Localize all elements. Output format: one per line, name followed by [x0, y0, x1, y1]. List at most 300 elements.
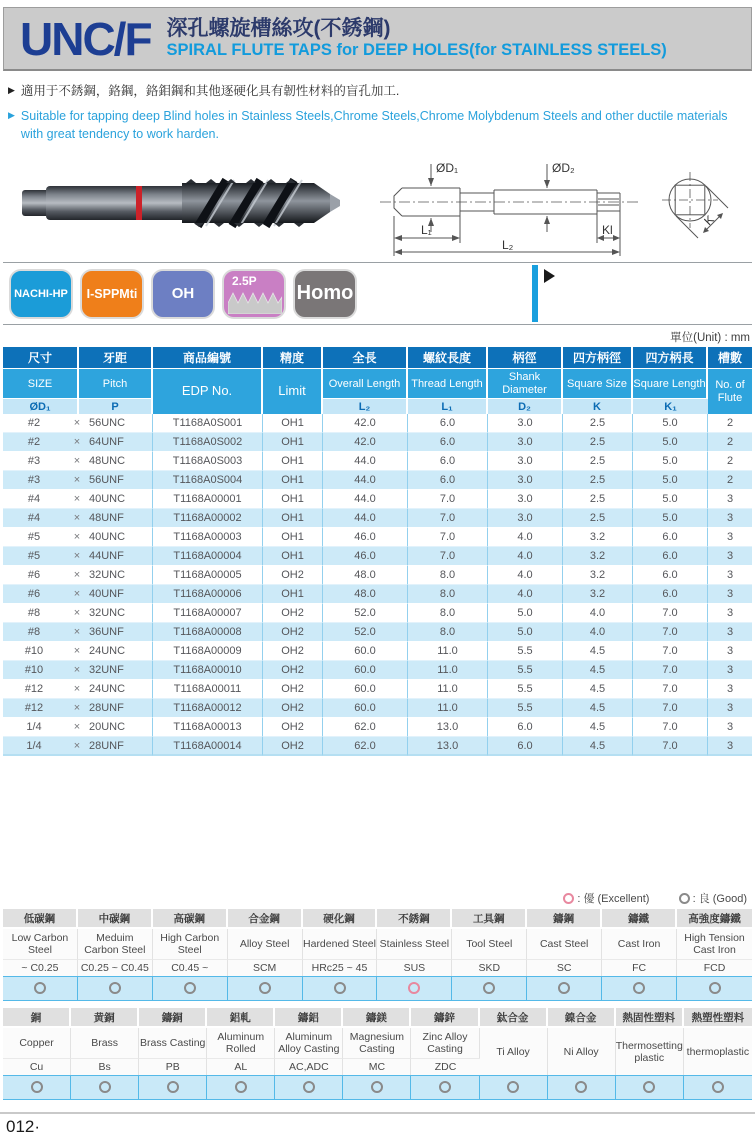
material-name-en: Low Carbon Steel: [3, 929, 78, 959]
cell-l1: 8.0: [408, 604, 488, 623]
cell-size-pitch: #4 × 40UNC: [3, 490, 153, 509]
cell-k1: 5.0: [633, 490, 708, 509]
col-size-sym: ØD₁: [3, 399, 79, 414]
material-row-ci: [3, 976, 752, 1001]
cell-l2: 60.0: [323, 642, 408, 661]
cell-k: 4.5: [563, 718, 633, 737]
cell-flutes: 2: [708, 433, 752, 452]
material-rating: [602, 976, 677, 1001]
good-circle-icon: [235, 1081, 247, 1093]
cell-limit: OH2: [263, 604, 323, 623]
material-name-zh: 高碳鋼: [153, 909, 228, 929]
cell-l2: 46.0: [323, 547, 408, 566]
cell-k1: 5.0: [633, 452, 708, 471]
good-circle-icon: [259, 982, 271, 994]
excellent-circle-icon: [408, 982, 420, 994]
cell-l2: 44.0: [323, 509, 408, 528]
cell-k: 3.2: [563, 547, 633, 566]
material-name-en: Alloy Steel: [228, 929, 303, 959]
cell-limit: OH2: [263, 680, 323, 699]
cell-k1: 7.0: [633, 661, 708, 680]
label-d2: ØD₂: [552, 161, 575, 176]
material-name-zh: 硬化鋼: [303, 909, 378, 929]
cell-edp: T1168A0S002: [153, 433, 263, 452]
material-name-zh: 中碳鋼: [78, 909, 153, 929]
cell-flutes: 3: [708, 737, 752, 756]
cell-k1: 7.0: [633, 737, 708, 756]
cell-edp: T1168A00011: [153, 680, 263, 699]
badge-2-5p: 2.5P: [222, 269, 286, 319]
material-name-en: thermoplastic: [684, 1028, 752, 1075]
cell-l1: 6.0: [408, 452, 488, 471]
good-circle-icon: [109, 982, 121, 994]
cell-d2: 4.0: [488, 528, 563, 547]
good-circle-icon: [371, 1081, 383, 1093]
material-name-zh: 熱固性塑料: [616, 1008, 684, 1028]
col-shank-en: Shank Diameter: [488, 369, 563, 399]
cell-d2: 3.0: [488, 414, 563, 433]
material-name-en: Brass Casting: [139, 1028, 207, 1058]
cell-edp: T1168A0S004: [153, 471, 263, 490]
cell-flutes: 3: [708, 566, 752, 585]
cell-size-pitch: 1/4 × 20UNC: [3, 718, 153, 737]
cell-l1: 11.0: [408, 661, 488, 680]
material-name-zh: 高強度鑄鐵: [677, 909, 752, 929]
cell-k: 2.5: [563, 509, 633, 528]
cell-d2: 3.0: [488, 452, 563, 471]
material-name-en: Ni Alloy: [548, 1028, 616, 1075]
spec-table: [3, 347, 752, 756]
material-rating: [411, 1075, 479, 1100]
cell-edp: T1168A00005: [153, 566, 263, 585]
cell-k1: 7.0: [633, 680, 708, 699]
cell-k: 4.5: [563, 737, 633, 756]
spec-row: [3, 433, 752, 452]
cell-edp: T1168A00006: [153, 585, 263, 604]
cell-k: 4.5: [563, 680, 633, 699]
section-marker: [532, 265, 555, 322]
cell-flutes: 3: [708, 509, 752, 528]
legend-good: : 良 (Good): [679, 893, 747, 905]
cell-k1: 6.0: [633, 528, 708, 547]
col-shank-zh: 柄徑: [488, 347, 563, 369]
col-limit-en: Limit: [263, 369, 323, 414]
material-symbol: PB: [139, 1058, 207, 1075]
cell-limit: OH2: [263, 642, 323, 661]
material-symbol: HRc25 ~ 45: [303, 959, 378, 976]
spec-row: [3, 661, 752, 680]
cell-edp: T1168A00003: [153, 528, 263, 547]
cell-limit: OH1: [263, 490, 323, 509]
cell-edp: T1168A00002: [153, 509, 263, 528]
cell-edp: T1168A00007: [153, 604, 263, 623]
col-edp-zh: 商品編號: [153, 347, 263, 369]
cell-limit: OH1: [263, 471, 323, 490]
col-size-en: SIZE: [3, 369, 79, 399]
material-name-en: High Tension Cast Iron: [677, 929, 752, 959]
cell-d2: 4.0: [488, 566, 563, 585]
cell-l2: 62.0: [323, 737, 408, 756]
page-title-en: SPIRAL FLUTE TAPS for DEEP HOLES(for STAINLESS STEELS): [166, 41, 667, 60]
cell-limit: OH1: [263, 433, 323, 452]
cell-edp: T1168A00013: [153, 718, 263, 737]
cell-limit: OH1: [263, 414, 323, 433]
page-number: 012·: [6, 1117, 41, 1137]
col-overall-sym: L₂: [323, 399, 408, 414]
col-flutes-zh: 槽數: [708, 347, 752, 369]
cell-k: 2.5: [563, 452, 633, 471]
thread-profile-icon: [228, 288, 282, 314]
cell-l2: 60.0: [323, 661, 408, 680]
cell-limit: OH1: [263, 509, 323, 528]
cell-size-pitch: #6 × 40UNF: [3, 585, 153, 604]
spec-row: [3, 471, 752, 490]
rating-legend: [0, 890, 747, 906]
material-rating: [480, 1075, 548, 1100]
cell-size-pitch: #6 × 32UNC: [3, 566, 153, 585]
material-rating: [343, 1075, 411, 1100]
material-name-zh: 熱塑性塑料: [684, 1008, 752, 1028]
cell-d2: 6.0: [488, 718, 563, 737]
material-symbol: Cu: [3, 1058, 71, 1075]
good-circle-icon: [633, 982, 645, 994]
material-rating: [3, 976, 78, 1001]
cell-k: 3.2: [563, 566, 633, 585]
material-symbol: SCM: [228, 959, 303, 976]
cell-size-pitch: #3 × 56UNF: [3, 471, 153, 490]
cell-k: 4.5: [563, 699, 633, 718]
good-circle-icon: [483, 982, 495, 994]
material-name-en: Copper: [3, 1028, 71, 1058]
label-k: K: [701, 212, 717, 229]
cell-d2: 3.0: [488, 433, 563, 452]
material-name-zh: 黄銅: [71, 1008, 139, 1028]
cell-l1: 7.0: [408, 490, 488, 509]
col-sqsize-sym: K: [563, 399, 633, 414]
material-row-en: [3, 1028, 752, 1058]
material-rating: [275, 1075, 343, 1100]
header-banner: [3, 7, 752, 71]
material-name-zh: 工具鋼: [452, 909, 527, 929]
cell-flutes: 3: [708, 585, 752, 604]
spec-row: [3, 680, 752, 699]
cell-l1: 8.0: [408, 585, 488, 604]
cell-k: 3.2: [563, 585, 633, 604]
materials-table-steels: [3, 909, 752, 1001]
material-name-en: Zinc Alloy Casting: [411, 1028, 479, 1058]
cell-limit: OH2: [263, 699, 323, 718]
material-rating: [684, 1075, 752, 1100]
col-sqsize-zh: 四方柄徑: [563, 347, 633, 369]
series-code: UNC/F: [20, 12, 151, 65]
cell-k1: 5.0: [633, 471, 708, 490]
cell-k: 2.5: [563, 433, 633, 452]
cell-flutes: 3: [708, 528, 752, 547]
material-rating: [303, 976, 378, 1001]
material-name-en: Cast Steel: [527, 929, 602, 959]
cell-l1: 11.0: [408, 680, 488, 699]
title-block: [167, 16, 667, 61]
material-rating: [78, 976, 153, 1001]
good-circle-icon: [439, 1081, 451, 1093]
spec-table-body: [3, 414, 752, 756]
cell-flutes: 3: [708, 623, 752, 642]
cell-l1: 11.0: [408, 699, 488, 718]
cell-flutes: 3: [708, 547, 752, 566]
good-circle-icon: [334, 982, 346, 994]
legend-excellent: : 優 (Excellent): [563, 893, 652, 905]
col-size-zh: 尺寸: [3, 347, 79, 369]
cell-edp: T1168A00001: [153, 490, 263, 509]
material-name-zh: 鑄鋅: [411, 1008, 479, 1028]
material-row-zh: [3, 909, 752, 929]
col-sqsize-en: Square Size: [563, 369, 633, 399]
intro-bullet-zh: ▶ 適用于不銹鋼，鉻鋼，鉻鉬鋼和其他逐硬化具有韌性材料的盲孔加工.: [8, 82, 745, 100]
col-sqlen-en: Square Length: [633, 369, 708, 399]
col-flutes-en: No. of Flute: [708, 369, 752, 414]
cell-l2: 46.0: [323, 528, 408, 547]
material-name-zh: 合金鋼: [228, 909, 303, 929]
catalog-page: [0, 7, 755, 1137]
cell-size-pitch: #2 × 64UNF: [3, 433, 153, 452]
spec-row: [3, 585, 752, 604]
good-circle-icon: [679, 893, 690, 904]
material-name-en: High Carbon Steel: [153, 929, 228, 959]
cell-flutes: 3: [708, 490, 752, 509]
col-pitch-sym: P: [79, 399, 153, 414]
material-name-en: Ti Alloy: [480, 1028, 548, 1075]
cell-k1: 7.0: [633, 718, 708, 737]
material-name-zh: 鑄鋼: [527, 909, 602, 929]
material-rating: [153, 976, 228, 1001]
material-name-en: Tool Steel: [452, 929, 527, 959]
cell-l1: 7.0: [408, 509, 488, 528]
material-symbol: AL: [207, 1058, 275, 1075]
spec-row: [3, 718, 752, 737]
cell-k: 4.5: [563, 642, 633, 661]
material-name-zh: 鋁軋: [207, 1008, 275, 1028]
good-circle-icon: [184, 982, 196, 994]
cell-k1: 7.0: [633, 623, 708, 642]
cell-k1: 7.0: [633, 642, 708, 661]
bullet-triangle-icon: ▶: [8, 110, 15, 121]
material-rating: [3, 1075, 71, 1100]
cell-flutes: 3: [708, 680, 752, 699]
material-symbol: MC: [343, 1058, 411, 1075]
good-circle-icon: [643, 1081, 655, 1093]
cell-limit: OH1: [263, 528, 323, 547]
material-symbol: SUS: [377, 959, 452, 976]
material-name-en: Hardened Steel: [303, 929, 378, 959]
materials-table-nonferrous: [3, 1008, 752, 1100]
spec-row: [3, 414, 752, 433]
material-row-en: [3, 929, 752, 959]
material-rating: [616, 1075, 684, 1100]
cell-k1: 6.0: [633, 547, 708, 566]
cell-size-pitch: #12 × 28UNF: [3, 699, 153, 718]
material-name-zh: 鑄鋁: [275, 1008, 343, 1028]
spec-row: [3, 642, 752, 661]
figure-row: [10, 150, 755, 258]
cell-edp: T1168A0S003: [153, 452, 263, 471]
spec-row: [3, 566, 752, 585]
label-l2: L₂: [502, 238, 514, 253]
material-rating: [71, 1075, 139, 1100]
material-symbol: Bs: [71, 1058, 139, 1075]
cell-l2: 42.0: [323, 433, 408, 452]
material-name-en: Aluminum Alloy Casting: [275, 1028, 343, 1058]
cell-size-pitch: #10 × 24UNC: [3, 642, 153, 661]
intro-bullet-en: ▶ Suitable for tapping deep Blind holes in Stainless Steels,Chrome Steels,Chrome Molybdenum Steels and other ductile materials with great tendency to work harden.: [8, 107, 745, 143]
cell-d2: 6.0: [488, 737, 563, 756]
col-thread-en: Thread Length: [408, 369, 488, 399]
col-sqlen-sym: K₁: [633, 399, 708, 414]
cell-limit: OH2: [263, 566, 323, 585]
cell-size-pitch: #10 × 32UNF: [3, 661, 153, 680]
cell-k: 2.5: [563, 490, 633, 509]
header-row-en: [3, 369, 752, 399]
cell-k: 3.2: [563, 528, 633, 547]
cell-l1: 8.0: [408, 566, 488, 585]
col-pitch-en: Pitch: [79, 369, 153, 399]
material-name-en: Meduim Carbon Steel: [78, 929, 153, 959]
cell-edp: T1168A00014: [153, 737, 263, 756]
cell-limit: OH2: [263, 737, 323, 756]
cell-limit: OH2: [263, 623, 323, 642]
footer-divider: [0, 1112, 755, 1114]
unit-note: 單位(Unit) : mm: [670, 332, 750, 345]
badge-i-sppmti: I-SPPMti: [80, 269, 144, 319]
tap-photo: [10, 150, 360, 259]
cell-l2: 60.0: [323, 680, 408, 699]
label-l1: L₁: [421, 223, 432, 238]
spec-row: [3, 528, 752, 547]
cell-d2: 4.0: [488, 547, 563, 566]
spec-row: [3, 547, 752, 566]
cell-d2: 3.0: [488, 490, 563, 509]
cell-d2: 5.5: [488, 680, 563, 699]
cell-l2: 48.0: [323, 585, 408, 604]
cell-flutes: 2: [708, 471, 752, 490]
good-circle-icon: [558, 982, 570, 994]
cell-edp: T1168A00012: [153, 699, 263, 718]
cell-d2: 4.0: [488, 585, 563, 604]
material-name-zh: 低碳鋼: [3, 909, 78, 929]
material-rating: [377, 976, 452, 1001]
material-name-zh: 鈦合金: [480, 1008, 548, 1028]
excellent-circle-icon: [563, 893, 574, 904]
cell-flutes: 3: [708, 661, 752, 680]
cell-edp: T1168A00009: [153, 642, 263, 661]
col-thread-zh: 螺紋長度: [408, 347, 488, 369]
material-symbol: ~ C0.25: [3, 959, 78, 976]
cell-edp: T1168A00008: [153, 623, 263, 642]
cell-l2: 60.0: [323, 699, 408, 718]
material-symbol: C0.45 ~: [153, 959, 228, 976]
header-row-sym: [3, 399, 752, 414]
cell-k1: 5.0: [633, 414, 708, 433]
cell-l2: 44.0: [323, 452, 408, 471]
page-title-zh: 深孔螺旋槽絲攻(不銹鋼): [166, 17, 391, 40]
cell-size-pitch: #12 × 24UNC: [3, 680, 153, 699]
cell-l2: 62.0: [323, 718, 408, 737]
good-circle-icon: [709, 982, 721, 994]
material-name-en: Cast Iron: [602, 929, 677, 959]
intro-section: [8, 82, 745, 143]
badge-strip: [3, 262, 752, 325]
cell-k: 2.5: [563, 414, 633, 433]
material-name-en: Magnesium Casting: [343, 1028, 411, 1058]
cell-l1: 13.0: [408, 718, 488, 737]
material-symbol: FCD: [677, 959, 752, 976]
spec-row: [3, 490, 752, 509]
header-row-zh: [3, 347, 752, 369]
good-circle-icon: [712, 1081, 724, 1093]
cell-l1: 8.0: [408, 623, 488, 642]
cell-size-pitch: #4 × 48UNF: [3, 509, 153, 528]
spec-row: [3, 737, 752, 756]
cell-l2: 44.0: [323, 471, 408, 490]
material-rating: [677, 976, 752, 1001]
material-rating: [452, 976, 527, 1001]
material-row-sym: [3, 959, 752, 976]
cell-edp: T1168A00004: [153, 547, 263, 566]
cell-k1: 5.0: [633, 433, 708, 452]
material-symbol: SC: [527, 959, 602, 976]
cell-flutes: 2: [708, 414, 752, 433]
material-rating: [228, 976, 303, 1001]
material-name-zh: 銅: [3, 1008, 71, 1028]
cell-flutes: 3: [708, 718, 752, 737]
cell-size-pitch: #2 × 56UNC: [3, 414, 153, 433]
cell-l2: 48.0: [323, 566, 408, 585]
col-overall-en: Overall Length: [323, 369, 408, 399]
col-overall-zh: 全長: [323, 347, 408, 369]
cell-limit: OH1: [263, 452, 323, 471]
cell-l1: 7.0: [408, 547, 488, 566]
cell-k: 4.5: [563, 661, 633, 680]
label-kl: Kl: [602, 223, 613, 238]
cell-limit: OH1: [263, 585, 323, 604]
cell-l1: 6.0: [408, 433, 488, 452]
cell-d2: 3.0: [488, 509, 563, 528]
good-circle-icon: [575, 1081, 587, 1093]
spec-row: [3, 509, 752, 528]
cell-k: 4.0: [563, 604, 633, 623]
cell-d2: 5.5: [488, 661, 563, 680]
dimension-drawing: [372, 150, 747, 263]
cell-size-pitch: #5 × 40UNC: [3, 528, 153, 547]
col-sqlen-zh: 四方柄長: [633, 347, 708, 369]
cell-d2: 3.0: [488, 471, 563, 490]
spec-row: [3, 452, 752, 471]
material-symbol: SKD: [452, 959, 527, 976]
material-rating: [207, 1075, 275, 1100]
cell-k1: 7.0: [633, 699, 708, 718]
cell-flutes: 3: [708, 642, 752, 661]
material-symbol: ZDC: [411, 1058, 479, 1075]
cell-k1: 6.0: [633, 585, 708, 604]
cell-d2: 5.0: [488, 623, 563, 642]
cell-l1: 11.0: [408, 642, 488, 661]
col-thread-sym: L₁: [408, 399, 488, 414]
badge-oh: OH: [151, 269, 215, 319]
spec-row: [3, 623, 752, 642]
good-circle-icon: [34, 982, 46, 994]
material-name-zh: 鑄鎂: [343, 1008, 411, 1028]
cyan-bar: [532, 265, 538, 322]
material-name-en: Aluminum Rolled: [207, 1028, 275, 1058]
